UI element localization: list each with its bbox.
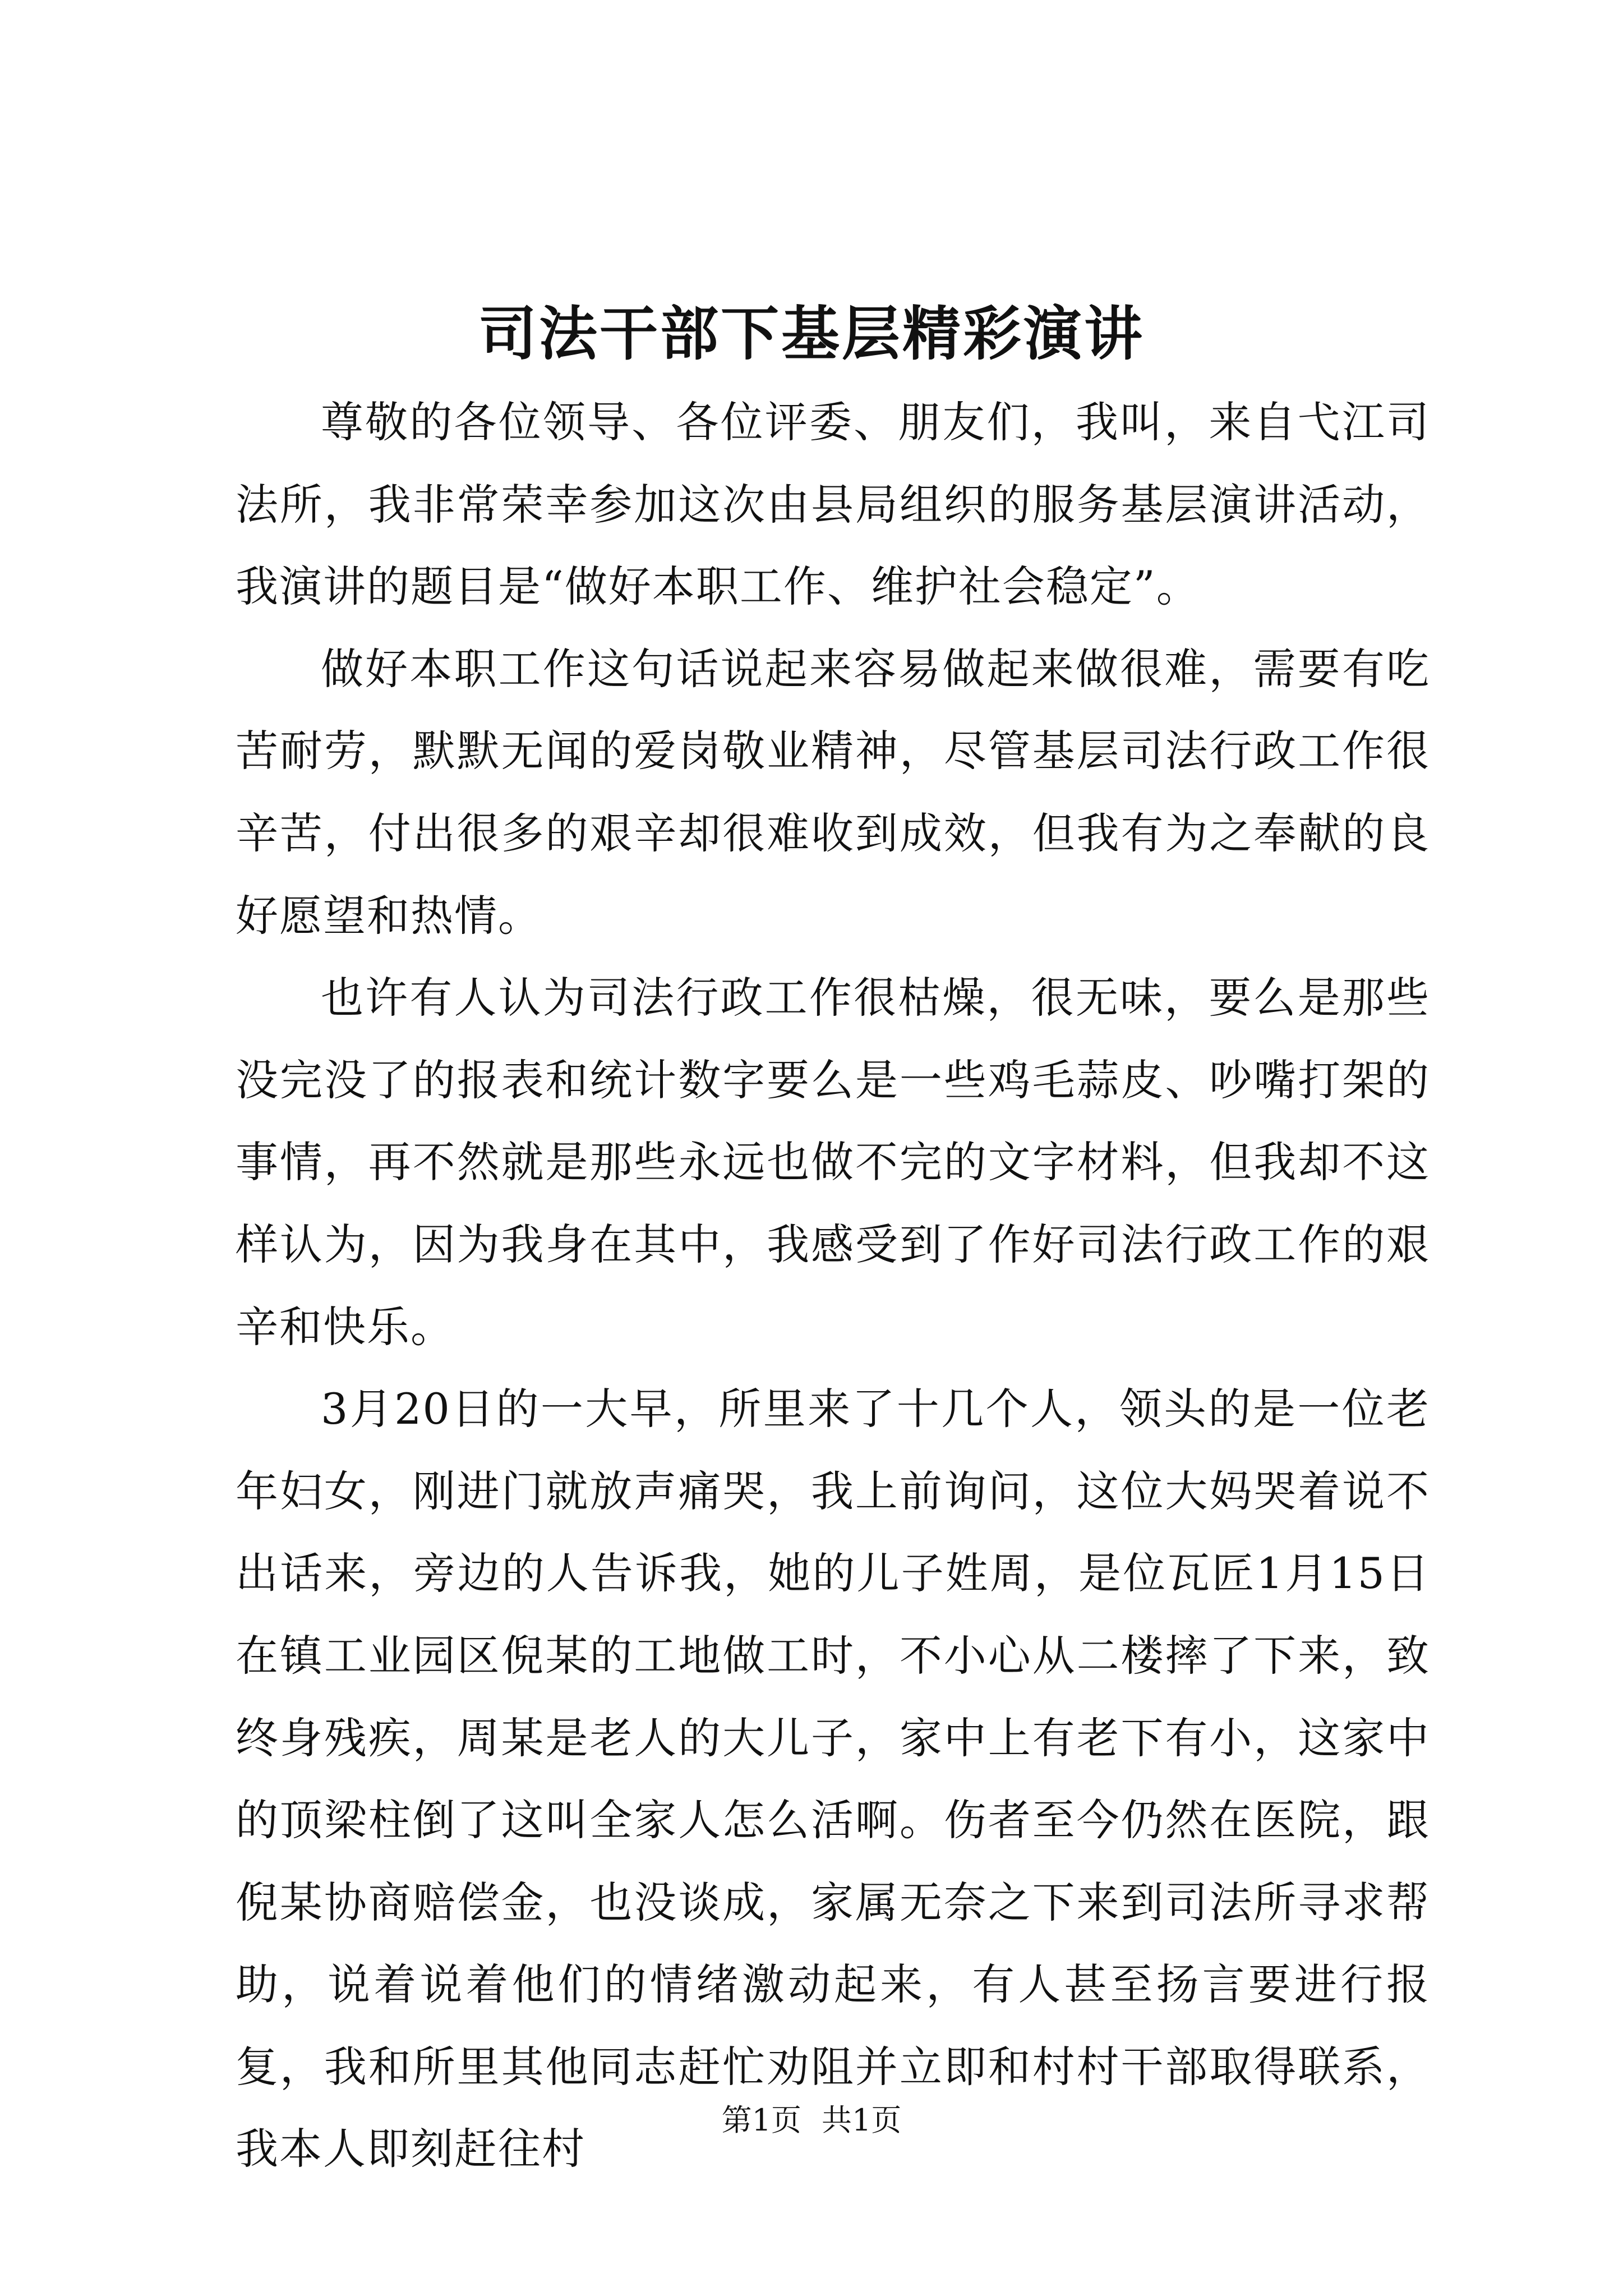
page-total: 共1页: [822, 2102, 902, 2138]
page-number: 第1页: [721, 2102, 801, 2138]
paragraph-perception: 也许有人认为司法行政工作很枯燥，很无味，要么是那些没完没了的报表和统计数字要么是一些鸡毛蒜皮、吵嘴打架的事情，再不然就是那些永远也做不完的文字材料，但我却不这样认为，因为我身在其中，我感受到了作好司法行政工作的艰辛和快乐。: [236, 973, 1430, 1352]
paragraph-case: 3月20日的一大早，所里来了十几个人，领头的是一位老年妇女，刚进门就放声痛哭，我上前询问，这位大妈哭着说不出话来，旁边的人告诉我，她的儿子姓周，是位瓦匠1月15日在镇工业园区倪某的工地做工时，不小心从二楼摔了下来，致终身残疾，周某是老人的大儿子，家中上有老下有小，这家中的顶梁柱倒了这叫全家人怎么活啊。伤者至今仍然在医院，跟倪某协商赔偿金，也没谈成，家属无奈之下来到司法所寻求帮助，说着说着他们的情绪激动起来，有人甚至扬言要进行报复，我和所里其他同志赶忙劝阻并立即和村村干部取得联系，我本人即刻赶往村: [236, 1384, 1430, 2174]
page-footer: [0, 2098, 1623, 2143]
paragraph-greeting: 尊敬的各位领导、各位评委、朋友们，我叫，来自弋江司法所，我非常荣幸参加这次由县局组织的服务基层演讲活动，我演讲的题目是“做好本职工作、维护社会稳定”。: [236, 397, 1430, 612]
paragraph-duty: 做好本职工作这句话说起来容易做起来做很难，需要有吃苦耐劳，默默无闻的爱岗敬业精神，尽管基层司法行政工作很辛苦，付出很多的艰辛却很难收到成效，但我有为之奉献的良好愿望和热情。: [236, 643, 1430, 941]
document-title: 司法干部下基层精彩演讲: [478, 299, 1145, 368]
document-body: [236, 381, 1430, 2191]
